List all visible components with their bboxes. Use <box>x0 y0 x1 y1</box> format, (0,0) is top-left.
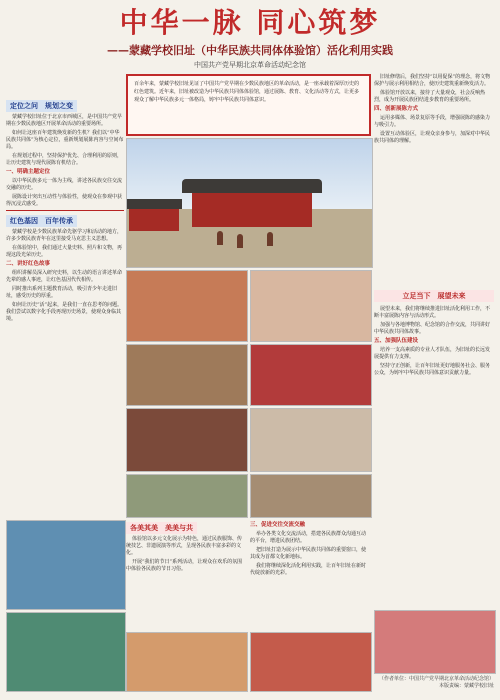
paragraph: 运用多媒体、场景复原等手段，增强展陈的感染力与吸引力。 <box>374 115 491 128</box>
paragraph: 开展“我们的节日”系列活动，让观众在欢乐的氛围中体验各民族的节日习俗。 <box>126 559 243 572</box>
paragraph: 如何让这座百年建筑焕发新的生机？我们以“中华民族共同体”为核心定位，重新规划展陈内容与空间布局。 <box>6 130 124 150</box>
mid-right-column <box>250 520 370 630</box>
paragraph: 把旧址打造为展示中华民族共同体的重要窗口，使其成为首都文化新地标。 <box>250 547 367 560</box>
right-column-lower <box>374 306 494 606</box>
paragraph: 加强与各地博物馆、纪念馆的合作交流，共同讲好中华民族共同体故事。 <box>374 322 491 335</box>
divider <box>6 210 124 211</box>
subhead: 五、加强队伍建设 <box>374 338 419 344</box>
photo-child-activity <box>126 270 248 342</box>
section-head-positioning: 定位之问 规划之变 <box>6 100 77 112</box>
photo-performer <box>126 408 248 472</box>
photo-crowd <box>250 474 372 518</box>
lead-box <box>126 74 371 136</box>
paragraph: 在规划过程中，坚持保护优先、合理利用的原则，让历史建筑与现代展陈有机结合。 <box>6 153 123 166</box>
left-column <box>6 98 124 518</box>
paragraph: 蒙藏学校旧址位于北京市西城区，是中国共产党早期在少数民族地区开展革命活动的重要场所。 <box>6 114 123 127</box>
paragraph: 设置互动体验区，让观众亲身参与，加深对中华民族共同体的理解。 <box>374 131 491 144</box>
page-title: 中华一脉 同心筑梦 <box>119 6 381 39</box>
lead-text: 百余年来，蒙藏学校旧址见证了中国共产党早期在少数民族地区的革命活动，是一座承载着深厚历史的红色建筑。近年来，旧址被改造为中华民族共同体体验馆，通过展陈、教育、文化活动等方式，让更多观众了解中华民族多元一体格局，铸牢中华民族共同体意识。 <box>134 81 360 103</box>
photo-dance-bottom-left <box>6 612 126 692</box>
mid-left-column <box>126 520 246 630</box>
footer-note: （作者单位：中国共产党早期北京革命活动纪念馆） <box>378 676 494 682</box>
paragraph: 展陈设计突出互动性与体验性，使观众在参观中获得沉浸式感受。 <box>6 194 123 207</box>
subhead: 二、讲好红色故事 <box>6 261 51 267</box>
paragraph: 同时推出系列主题教育活动，吸引青少年走进旧址，感受历史的厚重。 <box>6 286 118 299</box>
subhead: 一、明确主题定位 <box>6 169 51 175</box>
paragraph: 体验馆开放以来，接待了大量观众，社会反响热烈，成为开展民族团结进步教育的重要场所。 <box>374 90 486 103</box>
footer-editor: 本版责编：蒙藏学校旧址 <box>438 683 494 689</box>
paragraph: 在体验馆中，我们通过大量史料、照片和文物，再现这段光荣历史。 <box>6 245 123 258</box>
photo-visitors <box>250 408 372 472</box>
photo-lanterns <box>250 344 372 406</box>
photo-dance-bottom-mid <box>126 632 248 692</box>
subhead: 三、促进交往交流交融 <box>250 522 306 528</box>
paragraph: 坚持守正创新，让百年旧址更好地服务社会、服务公众，为铸牢中华民族共同体意识贡献力量。 <box>374 363 491 376</box>
page-byline: 中国共产党早期北京革命活动纪念馆 <box>194 61 306 69</box>
paragraph: 展望未来，我们将继续推进旧址活化利用工作，不断丰富展陈内容与活动形式。 <box>374 306 491 319</box>
paragraph: 体验馆以多元文化展示为特色，通过民族服饰、传统技艺、非遗展演等形式，呈现各民族丰富多彩的文化。 <box>126 536 243 556</box>
photo-group <box>250 270 372 342</box>
section-head-red-gene: 红色基因 百年传承 <box>6 215 77 227</box>
photo-dance-left <box>6 520 126 610</box>
paragraph: 组织讲解员深入研究史料，以生动的语言讲述革命先辈的感人事迹，让红色基因代代相传。 <box>6 270 123 283</box>
photo-courtyard <box>126 474 248 518</box>
paragraph: 旧址修缮后，我们坚持“以用促保”的理念，将文物保护与展示利用相结合，使历史建筑重新焕发活力。 <box>374 74 491 87</box>
subhead: 四、创新展陈方式 <box>374 106 419 112</box>
paragraph: 培养一支高素质的专业人才队伍，为旧址的长远发展提供有力支撑。 <box>374 347 491 360</box>
paragraph: 举办各类文化交流活动，搭建各民族群众沟通互动的平台，增进民族团结。 <box>250 531 367 544</box>
footer <box>374 676 494 690</box>
page-subtitle: ——蒙藏学校旧址（中华民族共同体体验馆）活化利用实践 <box>107 44 393 57</box>
photo-building <box>126 138 373 268</box>
paragraph: 如何让历史“活”起来，是我们一直在思考的问题。我们尝试以数字化手段再现历史场景，使观众身临其境。 <box>6 302 123 322</box>
section-head-future: 立足当下 展望未来 <box>374 290 494 302</box>
section-head-diversity: 各美其美 美美与共 <box>126 522 197 534</box>
photo-dance-bottom-right <box>250 632 372 692</box>
paragraph: 以中华民族多元一体为主线，讲述各民族交往交流交融的历史。 <box>6 178 123 191</box>
photo-exhibit <box>126 344 248 406</box>
paragraph: 蒙藏学校是少数民族革命先驱学习和活动的地方，许多少数民族青年在这里接受马克思主义思想。 <box>6 229 123 242</box>
paragraph: 我们将继续深化活化利用实践，让百年旧址在新时代绽放新的光彩。 <box>250 563 367 576</box>
